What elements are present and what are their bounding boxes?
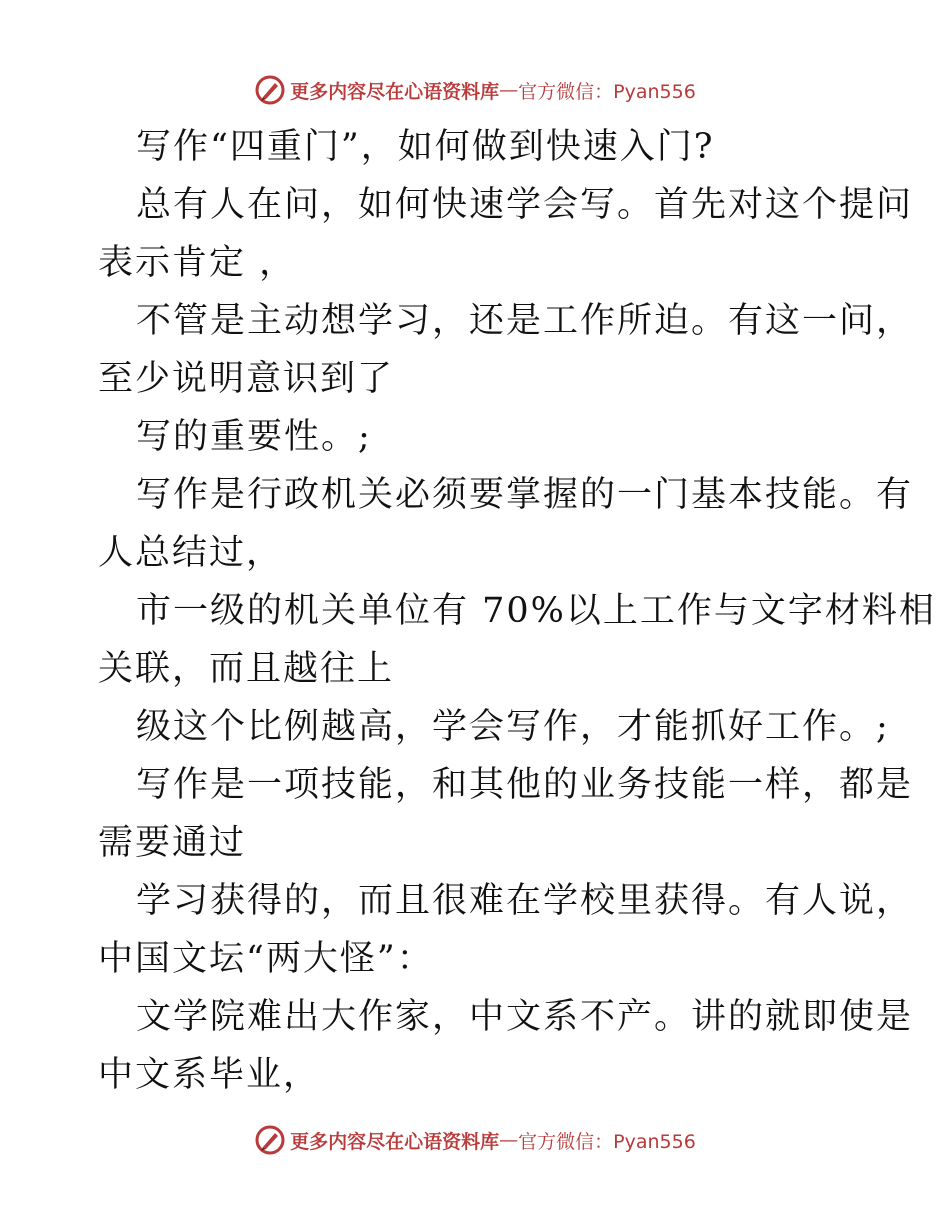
document-line: 写作是行政机关必须要掌握的一门基本技能。有	[136, 475, 914, 515]
document-line: 写作是一项技能，和其他的业务技能一样，都是	[136, 765, 914, 805]
pen-logo-icon	[254, 74, 286, 106]
banner-official-wechat: 官方微信：Pyan556	[518, 80, 696, 103]
document-line: 级这个比例越高，学会写作，才能抓好工作。;	[136, 707, 890, 747]
document-body	[98, 118, 936, 1104]
document-line: 关联，而且越往上	[98, 649, 395, 689]
pen-logo-icon	[254, 1124, 286, 1156]
document-line: 不管是主动想学习，还是工作所迫。有这一问，	[136, 301, 914, 341]
banner-text: 更多内容尽在心语资料库	[290, 1130, 500, 1153]
document-line: 人总结过，	[98, 533, 284, 573]
header-banner	[0, 70, 950, 110]
footer-banner	[0, 1120, 950, 1160]
document-line: 学习获得的，而且很难在学校里获得。有人说，	[136, 881, 914, 921]
document-line: 写的重要性。;	[136, 417, 372, 457]
document-line: 文学院难出大作家，中文系不产。讲的就即使是	[136, 997, 914, 1037]
banner-dash: —	[499, 79, 519, 101]
document-line: 总有人在问，如何快速学会写。首先对这个提问	[136, 185, 914, 225]
document-line: 需要通过	[98, 823, 247, 863]
document-line: 市一级的机关单位有 70%以上工作与文字材料相	[136, 591, 936, 631]
banner-text: 更多内容尽在心语资料库	[290, 80, 500, 103]
document-line: 写作“四重门”，如何做到快速入门?	[136, 127, 715, 167]
document-line: 中国文坛“两大怪”：	[98, 939, 434, 979]
document-line: 至少说明意识到了	[98, 359, 395, 399]
document-line: 表示肯定 ，	[98, 243, 297, 283]
document-line: 中文系毕业，	[98, 1055, 321, 1095]
banner-dash: —	[499, 1129, 519, 1151]
banner-official-wechat: 官方微信：Pyan556	[518, 1130, 696, 1153]
